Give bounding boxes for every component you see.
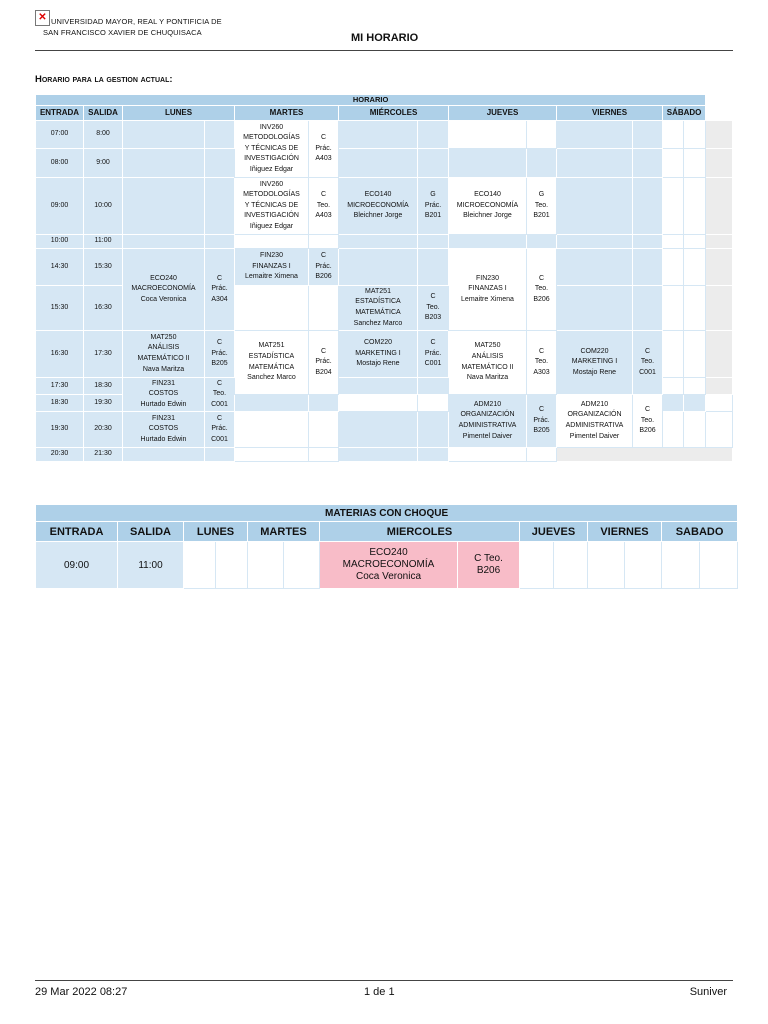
class-info-cell: C Teo. A403 [309,178,339,235]
entrada-cell: 15:30 [36,286,84,331]
class-cell: INV260 METODOLOGÍAS Y TÉCNICAS DE INVESTIGACIÓN Iñiguez Edgar [235,121,309,178]
col-entrada: ENTRADA [36,522,118,542]
entrada-cell: 09:00 [36,178,84,235]
print-date: 29 Mar 2022 08:27 [35,986,128,998]
broken-image-icon: ✕ [35,10,50,26]
table-row [36,249,733,286]
table-row [36,149,733,178]
class-info-cell: C Prác. A403 [309,121,339,178]
class-cell: FIN231 COSTOS Hurtado Edwin [123,378,205,412]
col-salida: SALIDA [118,522,184,542]
page-number: 1 de 1 [364,986,395,998]
table-row [36,178,733,235]
entrada-cell: 16:30 [36,331,84,378]
table-row [36,121,733,149]
system-name: Suniver [689,986,727,998]
class-cell: MAT250 ANÁLISIS MATEMÁTICO II Nava Maritza [449,331,527,395]
class-cell: FIN230 FINANZAS I Lemaitre Ximena [235,249,309,286]
salida-cell: 17:30 [84,331,123,378]
class-cell: MAT251 ESTADÍSTICA MATEMÁTICA Sanchez Marco [339,286,418,331]
table-row [36,448,733,462]
salida-cell: 18:30 [84,378,123,395]
entrada-cell: 10:00 [36,235,84,249]
class-info-cell: C Prác. C001 [418,331,449,378]
class-info-cell: C Prác. B205 [205,331,235,378]
page-footer [35,980,733,1011]
salida-cell: 19:30 [84,395,123,412]
table-row [36,542,738,589]
class-info-cell: C Teo. B206 [527,249,557,331]
document-header [35,10,733,51]
col-miercoles: MIÉRCOLES [339,106,449,121]
clash-title-row [36,505,738,522]
col-jueves: JUEVES [449,106,557,121]
class-info-cell: C Prác. B205 [527,395,557,448]
entrada-cell: 18:30 [36,395,84,412]
class-cell: ADM210 ORGANIZACIÓN ADMINISTRATIVA Pimentel Daiver [557,395,633,448]
entrada-cell: 07:00 [36,121,84,149]
salida-cell: 20:30 [84,412,123,448]
class-cell: ADM210 ORGANIZACIÓN ADMINISTRATIVA Pimentel Daiver [449,395,527,448]
entrada-cell: 08:00 [36,149,84,178]
page-title: MI HORARIO [351,32,419,44]
clash-class-cell: ECO240 MACROECONOMÍA Coca Veronica [320,542,458,589]
entrada-cell: 19:30 [36,412,84,448]
col-lunes: LUNES [123,106,235,121]
col-miercoles: MIERCOLES [320,522,520,542]
class-info-cell: C Teo. A303 [527,331,557,395]
salida-cell: 21:30 [84,448,123,462]
class-info-cell: G Teo. B201 [527,178,557,235]
class-cell: COM220 MARKETING I Mostajo Rene [339,331,418,378]
col-viernes: VIERNES [588,522,662,542]
table-row [36,235,733,249]
class-cell: ECO240 MACROECONOMÍA Coca Veronica [123,249,205,331]
class-cell: FIN231 COSTOS Hurtado Edwin [123,412,205,448]
entrada-cell: 09:00 [36,542,118,589]
schedule-column-header-row [36,106,733,121]
class-cell: INV260 METODOLOGÍAS Y TÉCNICAS DE INVESTIGACIÓN Iñiguez Edgar [235,178,309,235]
entrada-cell: 14:30 [36,249,84,286]
salida-cell: 11:00 [118,542,184,589]
class-info-cell: C Teo. B206 [633,395,663,448]
col-sabado: SABADO [662,522,738,542]
clash-table [35,504,738,589]
salida-cell: 9:00 [84,149,123,178]
class-cell: COM220 MARKETING I Mostajo Rene [557,331,633,395]
salida-cell: 8:00 [84,121,123,149]
entrada-cell: 17:30 [36,378,84,395]
col-entrada: ENTRADA [36,106,84,121]
col-viernes: VIERNES [557,106,663,121]
university-name-line2: SAN FRANCISCO XAVIER DE CHUQUISACA [43,28,202,37]
class-cell: ECO140 MICROECONOMÍA Bleichner Jorge [449,178,527,235]
clash-title: MATERIAS CON CHOQUE [36,505,738,522]
class-cell: ECO140 MICROECONOMÍA Bleichner Jorge [339,178,418,235]
class-info-cell: C Teo. C001 [633,331,663,395]
section-title: Horario para la gestion actual: [35,74,173,85]
class-info-cell: C Prác. B204 [309,331,339,395]
class-info-cell: G Prác. B201 [418,178,449,235]
class-cell: MAT250 ANÁLISIS MATEMÁTICO II Nava Maritza [123,331,205,378]
class-info-cell: C Prác. B206 [309,249,339,286]
horario-header: HORARIO [36,95,706,106]
col-martes: MARTES [248,522,320,542]
clash-info-cell: C Teo. B206 [458,542,520,589]
schedule-table [35,94,733,462]
class-cell: MAT251 ESTADÍSTICA MATEMÁTICA Sanchez Marco [235,331,309,395]
salida-cell: 10:00 [84,178,123,235]
schedule-group-header-row [36,95,733,106]
col-martes: MARTES [235,106,339,121]
class-info-cell: C Teo. C001 [205,378,235,412]
class-info-cell: C Prác. C001 [205,412,235,448]
class-cell: FIN230 FINANZAS I Lemaitre Ximena [449,249,527,331]
col-sabado: SÁBADO [663,106,706,121]
salida-cell: 15:30 [84,249,123,286]
class-info-cell: C Prác. A304 [205,249,235,331]
col-jueves: JUEVES [520,522,588,542]
entrada-cell: 20:30 [36,448,84,462]
university-name-line1: UNIVERSIDAD MAYOR, REAL Y PONTIFICIA DE [51,17,222,26]
col-lunes: LUNES [184,522,248,542]
table-row [36,331,733,378]
class-info-cell: C Teo. B203 [418,286,449,331]
salida-cell: 16:30 [84,286,123,331]
clash-column-header-row [36,522,738,542]
col-salida: SALIDA [84,106,123,121]
salida-cell: 11:00 [84,235,123,249]
